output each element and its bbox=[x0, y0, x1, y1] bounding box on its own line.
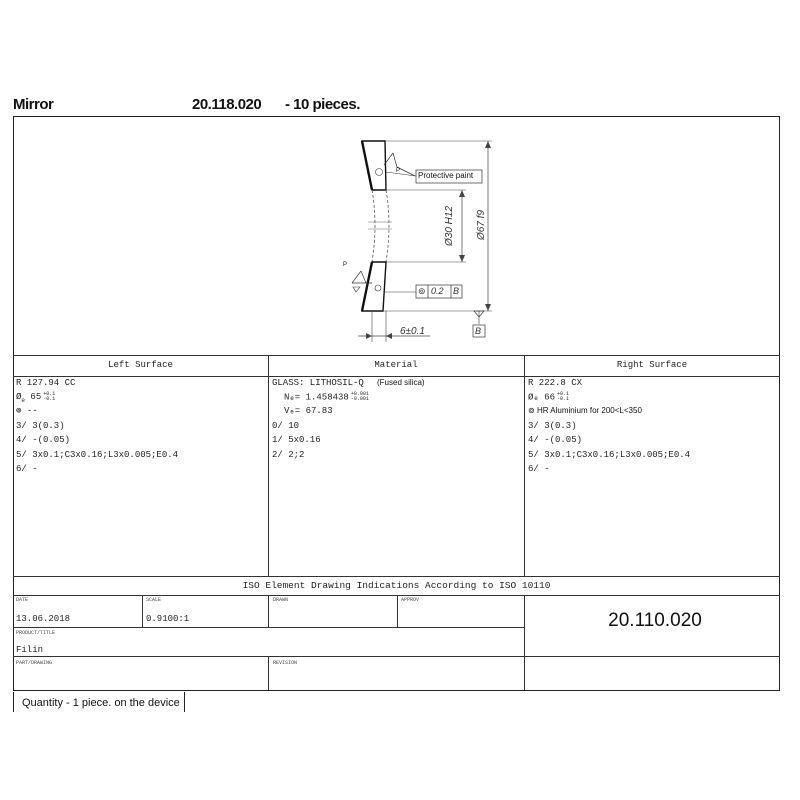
runout-value: 0.2 bbox=[431, 286, 444, 296]
surface-mark-top: P bbox=[396, 168, 401, 174]
datum-label: B bbox=[475, 326, 482, 336]
material-line-0: 0/ 10 bbox=[272, 421, 300, 431]
material-ve: Vₑ= 67.83 bbox=[284, 406, 333, 416]
part-number-title: 20.118.020 bbox=[192, 96, 262, 113]
dim-inner-diameter: Ø30 H12 bbox=[444, 205, 455, 246]
revision-label: REVISION bbox=[273, 660, 298, 666]
left-radius: R 127.94 CC bbox=[16, 378, 76, 388]
material-glass-note: (Fused silica) bbox=[377, 378, 425, 387]
right-diameter: Øₑ 66 +0.1 -0.1 bbox=[528, 391, 570, 403]
scale-value: 0.9100:1 bbox=[146, 614, 190, 624]
right-coating: ⊚ HR Aluminium for 200<L<350 bbox=[528, 406, 642, 415]
approv-label: APPROV bbox=[401, 597, 420, 603]
left-line-3: 3/ 3(0.3) bbox=[16, 421, 65, 431]
pieces-title: - 10 pieces. bbox=[285, 96, 360, 113]
part-label: PART/DRAWING bbox=[16, 660, 53, 666]
part-type-title: Mirror bbox=[13, 96, 54, 113]
right-line-3: 3/ 3(0.3) bbox=[528, 421, 577, 431]
drawing-number: 20.110.020 bbox=[608, 610, 702, 631]
left-surface-header: Left Surface bbox=[108, 360, 173, 370]
left-line-4: 4/ -(0.05) bbox=[16, 435, 71, 445]
material-glass: GLASS: LITHOSIL-Q bbox=[272, 378, 364, 388]
quantity-note: Quantity - 1 piece. on the device bbox=[22, 697, 180, 709]
lens-top-section bbox=[362, 141, 386, 190]
scale-label: SCALE bbox=[146, 597, 162, 603]
left-diameter: $Ø_e$ 65 +0.1 -0.1 bbox=[16, 391, 56, 405]
left-line-6: 6/ - bbox=[16, 464, 38, 474]
right-surface-header: Right Surface bbox=[616, 360, 688, 370]
material-line-1: 1/ 5x0.16 bbox=[272, 435, 321, 445]
product-label: PRODUCT/TITLE bbox=[16, 630, 56, 636]
surface-mark-bottom: P bbox=[343, 262, 348, 268]
product-value: Filin bbox=[16, 645, 44, 655]
runout-datum: B bbox=[453, 286, 460, 296]
drawn-label: DRAWN bbox=[273, 597, 289, 603]
right-radius: R 222.8 CX bbox=[528, 378, 583, 388]
runout-symbol: ⊚ bbox=[418, 286, 426, 296]
left-line-5: 5/ 3x0.1;C3x0.16;L3x0.005;E0.4 bbox=[16, 450, 179, 460]
date-label: DATE bbox=[16, 597, 29, 603]
dim-outer-diameter: Ø67 f9 bbox=[476, 209, 487, 240]
protective-paint-label: Protective paint bbox=[418, 171, 474, 180]
lens-bottom-section bbox=[362, 262, 386, 311]
dim-thickness: 6±0.1 bbox=[400, 326, 425, 337]
technical-drawing bbox=[0, 0, 800, 360]
right-line-4: 4/ -(0.05) bbox=[528, 435, 583, 445]
iso-indication: ISO Element Drawing Indications According to ISO 10110 bbox=[242, 580, 551, 591]
date-value: 13.06.2018 bbox=[16, 614, 71, 624]
right-line-5: 5/ 3x0.1;C3x0.16;L3x0.005;E0.4 bbox=[528, 450, 691, 460]
material-header: Material bbox=[374, 360, 418, 370]
material-line-2: 2/ 2;2 bbox=[272, 450, 305, 460]
material-ne: Nₑ= 1.458438 +0.001 -0.001 bbox=[284, 391, 369, 403]
right-line-6: 6/ - bbox=[528, 464, 550, 474]
left-coating: ⊚ -- bbox=[16, 406, 38, 416]
